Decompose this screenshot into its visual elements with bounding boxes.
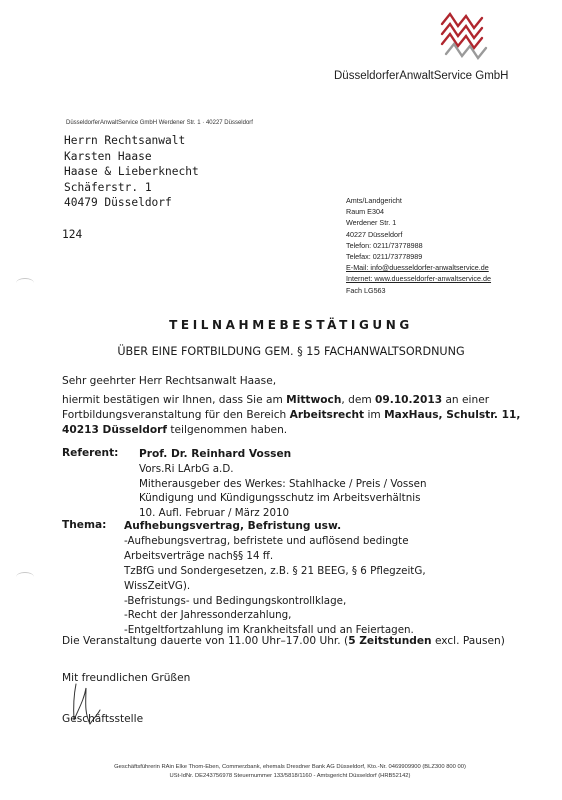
- intro-text: im: [364, 409, 385, 422]
- event-weekday: Mittwoch: [286, 394, 342, 406]
- punch-hole-mark: [16, 278, 34, 288]
- referent-line: Mitherausgeber des Werkes: Stahlhacke / Preis / Vossen: [139, 477, 427, 490]
- thema-line: WissZeitVG).: [124, 579, 191, 592]
- venue-line: Raum E304: [346, 207, 384, 217]
- venue-line: Telefax: 0211/73778989: [346, 252, 423, 262]
- thema-block: [124, 519, 426, 638]
- venue-email-link[interactable]: E-Mail: info@duesseldorfer-anwaltservice.de: [346, 263, 489, 273]
- referent-line: 10. Aufl. Februar / März 2010: [139, 507, 290, 520]
- recipient-address: [64, 133, 199, 211]
- intro-text: , dem: [341, 394, 376, 406]
- venue-line: Werdener Str. 1: [346, 218, 397, 228]
- punch-hole-mark: [16, 572, 34, 582]
- thema-heading: Aufhebungsvertrag, Befristung usw.: [124, 520, 342, 532]
- duration-hours: 5 Zeitstunden: [348, 635, 432, 647]
- thema-line: -Entgeltfortzahlung im Krankheitsfall und an Feiertagen.: [124, 624, 414, 637]
- office-signature-label: Geschäftsstelle: [62, 713, 144, 725]
- venue-line: Fach LG563: [346, 285, 386, 295]
- reference-number: 124: [62, 228, 83, 241]
- thema-line: -Recht der Jahressonderzahlung,: [124, 609, 292, 622]
- event-date: 09.10.2013: [375, 394, 443, 406]
- recipient-line: Herrn Rechtsanwalt: [64, 134, 186, 147]
- thema-label: Thema:: [62, 519, 107, 531]
- referent-name: Prof. Dr. Reinhard Vossen: [139, 448, 292, 460]
- recipient-line: 40479 Düsseldorf: [64, 196, 172, 210]
- salutation: Sehr geehrter Herr Rechtsanwalt Haase,: [62, 375, 277, 387]
- sender-return-address: DüsseldorferAnwaltService GmbH Werdener Str. 1 · 40227 Düsseldorf: [66, 120, 253, 126]
- venue-website-link[interactable]: Internet: www.duesseldorfer-anwaltservice.de: [346, 274, 492, 284]
- closing-paragraph: [62, 634, 512, 649]
- document-subtitle: ÜBER EINE FORTBILDUNG GEM. § 15 FACHANWALTSORDNUNG: [117, 345, 465, 358]
- thema-line: -Befristungs- und Bedingungskontrollklage,: [124, 594, 347, 607]
- venue-line: Telefon: 0211/73778988: [346, 240, 423, 250]
- referent-block: [139, 447, 426, 521]
- closing-text: Die Veranstaltung dauerte von 11.00 Uhr–17.00 Uhr. (: [62, 635, 349, 647]
- recipient-line: Haase & Lieberknecht: [64, 165, 199, 179]
- intro-text: hiermit bestätigen wir Ihnen, dass Sie am: [62, 394, 287, 406]
- company-name: DüsseldorferAnwaltService GmbH: [334, 70, 509, 82]
- venue-info: [346, 195, 491, 296]
- venue-line: 40227 Düsseldorf: [346, 229, 403, 239]
- footer-line: USt-IdNr. DE243756978 Steuernummer 133/5818/1160 - Amtsgericht Düsseldorf (HRB52142): [169, 773, 411, 779]
- intro-paragraph: [62, 393, 522, 439]
- venue-line: Amts/Landgericht: [346, 196, 402, 205]
- referent-label: Referent:: [62, 447, 119, 459]
- thema-line: Arbeitsverträge nach§§ 14 ff.: [124, 549, 274, 562]
- footer-line: Geschäftsführerin RAin Elke Thom-Eben, Commerzbank, ehemals Dresdner Bank AG Düsseldorf, Kto.-Nr. 0469909900 (BLZ300 800 00): [114, 764, 466, 770]
- referent-line: Kündigung und Kündigungsschutz im Arbeitsverhältnis: [139, 492, 421, 505]
- intro-text: an einer Fortbildungsveranstaltung für den Bereich: [62, 394, 490, 422]
- recipient-line: Karsten Haase: [64, 149, 152, 163]
- closing-text: excl. Pausen): [431, 635, 505, 647]
- document-title: TEILNAHMEBESTÄTIGUNG: [169, 318, 413, 332]
- event-location: MaxHaus, Schulstr. 11, 40213 Düsseldorf: [62, 409, 521, 437]
- greeting: Mit freundlichen Grüßen: [62, 672, 191, 684]
- referent-line: Vors.Ri LArbG a.D.: [139, 462, 234, 475]
- legal-area: Arbeitsrecht: [289, 409, 365, 422]
- company-logo-icon: [436, 10, 492, 62]
- intro-text: teilgenommen haben.: [167, 424, 288, 437]
- recipient-line: Schäferstr. 1: [64, 180, 152, 194]
- thema-line: -Aufhebungsvertrag, befristete und auflösend bedingte: [124, 534, 409, 547]
- thema-line: TzBfG und Sondergesetzen, z.B. § 21 BEEG, § 6 PflegzeitG,: [124, 564, 426, 577]
